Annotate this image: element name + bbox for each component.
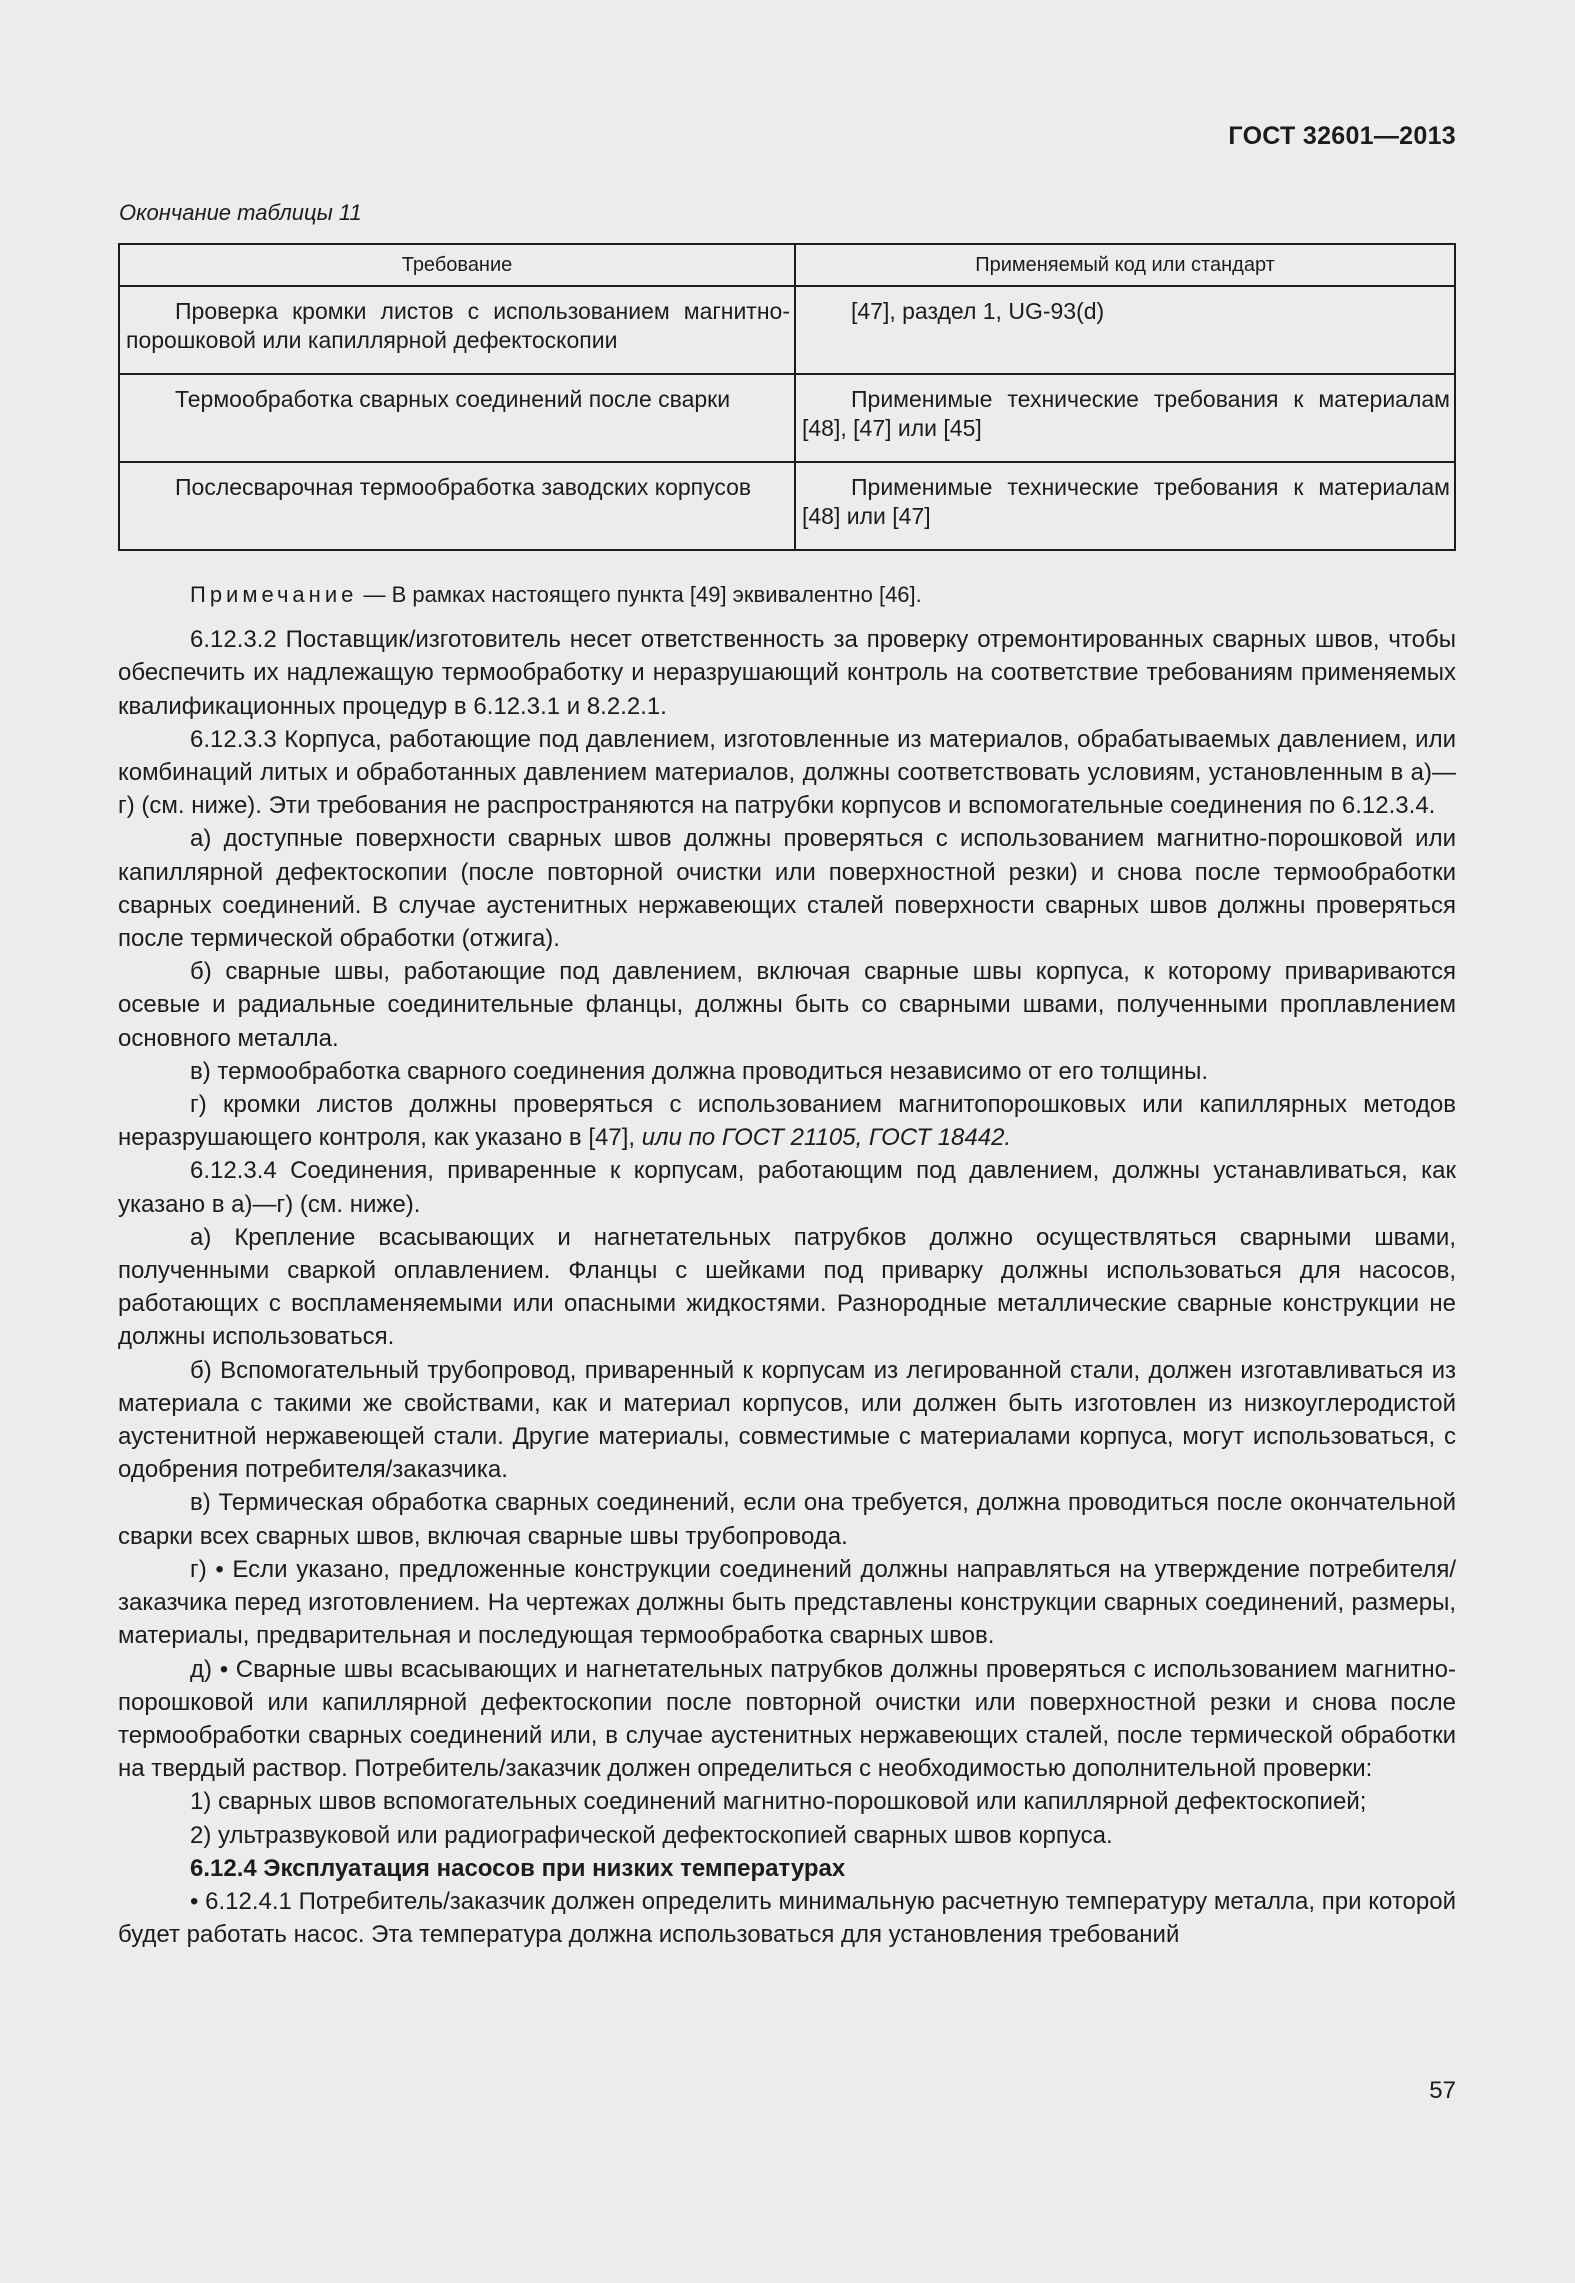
paragraph: 6.12.3.4 Соединения, приваренные к корпусам, работающим под давлением, должны устанавливаться, как указано в а)—г) (см. ниже). — [118, 1157, 1456, 1218]
table-header-row — [119, 244, 1455, 286]
paragraph: • 6.12.4.1 Потребитель/заказчик должен определить минимальную расчетную температуру металла, при которой будет работать насос. Эта температура должна использоваться для установления требований — [118, 1887, 1456, 1949]
cell-text: [47], раздел 1, UG-93(d) — [851, 298, 1105, 324]
cell-text: Послесварочная термообработка заводских корпусов — [175, 474, 752, 500]
table-caption: Окончание таблицы 11 — [119, 200, 362, 225]
cell-text: Применимые технические требования к материалам [48], [47] или [45] — [802, 386, 1450, 441]
paragraph: б) Вспомогательный трубопровод, приваренный к корпусам из легированной стали, должен изготавливаться из материала с такими же свойствами, как и материал корпусов, или должен быть изготовлен из низкоуглеродистой аустенитной нержавеющей стали. Другие материалы, совместимые с материалами корпуса, могут использоваться, с одобрения потребителя/заказчика. — [118, 1356, 1456, 1484]
table-row — [119, 462, 1455, 550]
paragraph: б) сварные швы, работающие под давлением, включая сварные швы корпуса, к которому привариваются осевые и радиальные соединительные фланцы, должны быть со сварными швами, полученными проплавлением основного металла. — [118, 958, 1456, 1052]
paragraph: в) Термическая обработка сварных соединений, если она требуется, должна проводиться после окончательной сварки всех сварных швов, включая сварные швы трубопровода. — [118, 1489, 1456, 1550]
cell-text: Термообработка сварных соединений после сварки — [175, 386, 731, 412]
table-cell-standard — [795, 286, 1455, 374]
column-header-requirement: Требование — [119, 244, 795, 286]
cell-text: Проверка кромки листов с использованием магнитно-порошковой или капиллярной дефектоскопии — [126, 298, 790, 353]
table-cell-standard — [795, 462, 1455, 550]
document-body — [118, 578, 1456, 1951]
table-row — [119, 374, 1455, 462]
paragraph-italic-text: или по ГОСТ 21105, ГОСТ 18442. — [641, 1124, 1012, 1152]
section-heading: 6.12.4 Эксплуатация насосов при низких температурах — [190, 1854, 846, 1882]
paragraph-text: г) кромки листов должны проверяться с использованием магнитопорошковых или капиллярных методов неразрушающего контроля, как указано в [47], — [118, 1091, 1456, 1152]
cell-text: Применимые технические требования к материалам [48] или [47] — [802, 474, 1450, 529]
document-id: ГОСТ 32601—2013 — [1228, 122, 1456, 150]
paragraph: 6.12.3.3 Корпуса, работающие под давлением, изготовленные из материалов, обрабатываемых давлением, или комбинаций литых и обработанных давлением материалов, должны соответствовать условиям, установленным в а)—г) (см. ниже). Эти требования не распространяются на патрубки корпусов и вспомогательные соединения по 6.12.3.4. — [118, 725, 1456, 820]
paragraph: 2) ультразвуковой или радиографической дефектоскопией сварных швов корпуса. — [190, 1821, 1113, 1849]
table-cell-requirement — [119, 286, 795, 374]
page-number: 57 — [1429, 2077, 1456, 2104]
note-label: Примечание — [190, 582, 358, 607]
paragraph: а) доступные поверхности сварных швов должны проверяться с использованием магнитно-порошковой или капиллярной дефектоскопии (после повторной очистки или поверхностной резки) и снова после термообработки сварных соединений. В случае аустенитных нержавеющих сталей поверхности сварных швов должны проверяться после термической обработки (отжига). — [118, 825, 1456, 953]
paragraph: 1) сварных швов вспомогательных соединений магнитно-порошковой или капиллярной дефектоскопией; — [190, 1788, 1367, 1816]
table-cell-requirement — [119, 374, 795, 462]
paragraph: 6.12.3.2 Поставщик/изготовитель несет ответственность за проверку отремонтированных сварных швов, чтобы обеспечить их надлежащую термообработку и неразрушающий контроль на соответствие требованиям применяемых квалификационных процедур в 6.12.3.1 и 8.2.2.1. — [118, 626, 1456, 720]
paragraph: д) • Сварные швы всасывающих и нагнетательных патрубков должны проверяться с использованием магнитно-порошковой или капиллярной дефектоскопии после повторной очистки или поверхностной резки и снова после термообработки сварных соединений или, в случае аустенитных нержавеющих сталей, после термической обработки на твердый раствор. Потребитель/заказчик должен определиться с необходимостью дополнительной проверки: — [118, 1655, 1456, 1783]
table-note — [118, 578, 1456, 611]
table-cell-standard — [795, 374, 1455, 462]
paragraph — [118, 1088, 1456, 1154]
column-header-standard: Применяемый код или стандарт — [795, 244, 1455, 286]
table-row — [119, 286, 1455, 374]
paragraph: в) термообработка сварного соединения должна проводиться независимо от его толщины. — [190, 1057, 1209, 1085]
paragraph: а) Крепление всасывающих и нагнетательных патрубков должно осуществляться сварными швами, полученными сваркой оплавлением. Фланцы с шейками под приварку должны использоваться для насосов, работающих с воспламеняемыми или опасными жидкостями. Разнородные металлические сварные конструкции не должны использоваться. — [118, 1223, 1456, 1351]
note-text: — В рамках настоящего пункта [49] эквивалентно [46]. — [357, 582, 922, 607]
table-cell-requirement — [119, 462, 795, 550]
requirements-table — [118, 243, 1456, 551]
paragraph: г) • Если указано, предложенные конструкции соединений должны направляться на утверждение потребителя/заказчика перед изготовлением. На чертежах должны быть представлены конструкции сварных соединений, размеры, материалы, предварительная и последующая термообработка сварных швов. — [118, 1555, 1456, 1650]
